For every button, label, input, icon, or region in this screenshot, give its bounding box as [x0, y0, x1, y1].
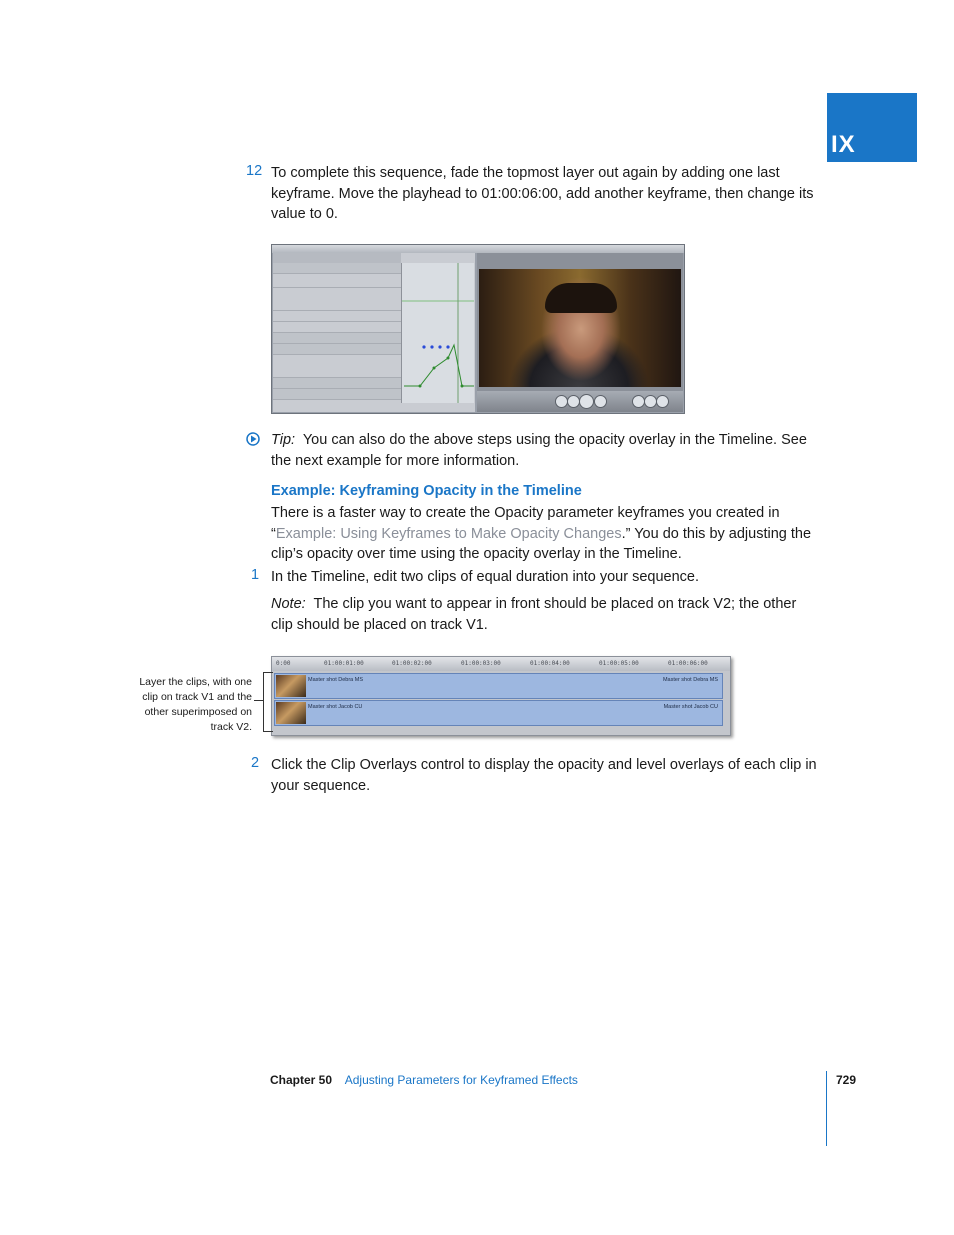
- figure-caption: Layer the clips, with one clip on track V1 and the other superimposed on track V2.: [139, 676, 252, 733]
- footer-chapter: [270, 1073, 578, 1087]
- footer-divider: [826, 1071, 827, 1146]
- marker-icon: [656, 395, 669, 408]
- tip-paragraph: [271, 430, 821, 471]
- footer-chapter-title: Adjusting Parameters for Keyframed Effects: [344, 1073, 578, 1087]
- play-icon: [579, 394, 594, 409]
- canvas-video-frame: [479, 269, 681, 387]
- intro-paragraph: [271, 503, 821, 565]
- tip-label: Tip:: [271, 432, 296, 448]
- ruler-tick: 01:00:04:00: [530, 660, 570, 667]
- chapter-tab: [827, 93, 917, 162]
- step-number: 2: [251, 755, 260, 771]
- intro-text-after: .” You do this by adjusting the clip’s opacity over time using the opacity overlay in the Timeline.: [271, 525, 812, 562]
- ruler-tick: 01:00:02:00: [392, 660, 432, 667]
- ruler-tick: 01:00:06:00: [668, 660, 708, 667]
- clip-name-end: Master shot Debra MS: [662, 677, 718, 683]
- clip-thumbnail: [276, 702, 306, 724]
- timeline-screenshot: [271, 656, 731, 736]
- clip-track-v1: [274, 700, 723, 726]
- keyframe-graph: [401, 263, 474, 403]
- step-number: 1: [251, 567, 260, 583]
- clip-name: Master shot Jacob CU: [308, 704, 363, 710]
- clip-thumbnail: [276, 675, 306, 697]
- caption-leader-line: [254, 700, 263, 701]
- clip-track-v2: [274, 673, 723, 699]
- ruler-tick: 01:00:05:00: [599, 660, 639, 667]
- clip-name: Master shot Debra MS: [308, 677, 364, 683]
- opacity-keyframe-curve: [402, 263, 474, 403]
- window-titlebar: [272, 245, 684, 253]
- tip-arrow-icon: [246, 432, 260, 446]
- transport-controls: [477, 391, 683, 412]
- play-forward-icon: [594, 395, 607, 408]
- motion-tab-panel: [273, 253, 475, 412]
- canvas-window: [477, 253, 683, 412]
- timeline-ruler: [272, 657, 730, 671]
- ruler-tick: 01:00:01:00: [324, 660, 364, 667]
- ruler-tick: 0:00: [276, 660, 291, 667]
- ruler-tick: 01:00:03:00: [461, 660, 501, 667]
- clip-name-end: Master shot Jacob CU: [663, 704, 718, 710]
- step-text: To complete this sequence, fade the topmost layer out again by adding one last keyframe. Move the playhead to 01:00:06:00, add another keyframe, then change its value to 0.: [271, 165, 814, 222]
- footer-chapter-label: Chapter 50: [270, 1073, 333, 1087]
- chapter-tab-label: IX: [831, 131, 856, 158]
- tip-text: You can also do the above steps using the opacity overlay in the Timeline. See the next example for more information.: [271, 432, 807, 469]
- note-text: The clip you want to appear in front should be placed on track V2; the other clip should be placed on track V1.: [271, 596, 797, 633]
- section-heading: Example: Keyframing Opacity in the Timeline: [271, 483, 582, 499]
- viewer-canvas-screenshot: [271, 244, 685, 414]
- step-text: In the Timeline, edit two clips of equal duration into your sequence.: [271, 569, 700, 585]
- step-number: 12: [246, 163, 263, 179]
- intro-text-before: There is a faster way to create the Opacity parameter keyframes you created in “: [271, 505, 780, 542]
- cross-reference-link[interactable]: Example: Using Keyframes to Make Opacity Changes: [275, 525, 622, 542]
- note-label: Note:: [271, 596, 306, 612]
- step-text: Click the Clip Overlays control to display the opacity and level overlays of each clip in your sequence.: [271, 757, 817, 794]
- page-number: 729: [836, 1073, 857, 1087]
- note-paragraph: [271, 594, 821, 635]
- caption-bracket: [263, 672, 273, 732]
